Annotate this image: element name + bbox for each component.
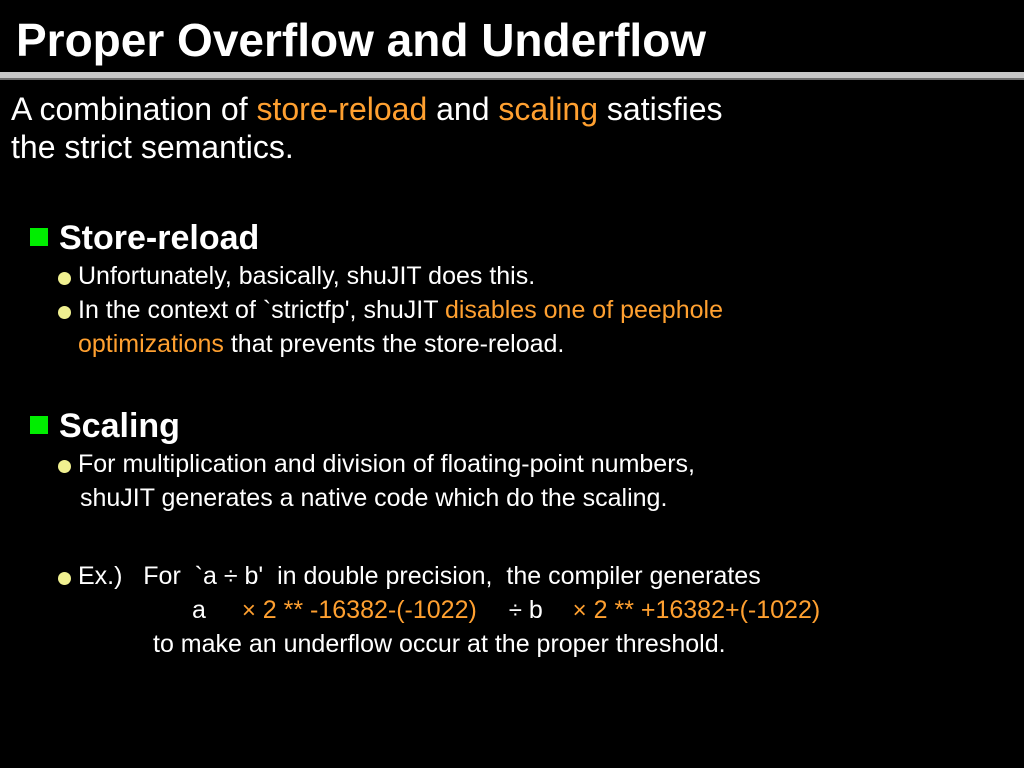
intro-line-1 <box>11 90 723 128</box>
intro-line-2: the strict semantics. <box>11 129 294 165</box>
bullet-text-segment: that prevents the store-reload. <box>223 330 565 358</box>
expr-operand-a: a <box>192 596 206 624</box>
slide-title: Proper Overflow and Underflow <box>16 14 707 66</box>
expr-operand-b: b <box>528 596 543 624</box>
round-bullet-icon <box>58 306 71 319</box>
bullet-highlight: disables one of peephole <box>444 296 723 324</box>
divide-icon: ÷ <box>508 597 522 624</box>
intro-text-segment: and <box>427 91 499 127</box>
times-icon: × <box>572 597 587 624</box>
bullet-text-segment: In the context of `strictfp', shuJIT <box>78 296 445 324</box>
bullet-continuation: shuJIT generates a native code which do the scaling. <box>80 484 668 512</box>
square-bullet-icon <box>30 228 48 246</box>
section-heading: Scaling <box>59 407 180 445</box>
square-bullet-icon <box>30 416 48 434</box>
intro-highlight-store-reload: store-reload <box>256 91 428 127</box>
expr-term-1: 2 ** -16382-(-1022) <box>262 596 477 624</box>
round-bullet-icon <box>58 572 71 585</box>
example-expression <box>192 593 820 628</box>
intro-text <box>11 90 723 166</box>
times-icon: × <box>241 597 256 624</box>
section-heading: Store-reload <box>59 219 260 257</box>
example-conclusion: to make an underflow occur at the proper threshold. <box>153 630 726 658</box>
bullet-text: For multiplication and division of floating-point numbers, <box>78 450 695 478</box>
bullet-highlight: optimizations <box>78 330 224 358</box>
expr-term-2: 2 ** +16382+(-1022) <box>593 596 821 624</box>
bullet-text <box>78 293 723 327</box>
round-bullet-icon <box>58 272 71 285</box>
intro-text-segment: satisfies <box>598 91 723 127</box>
title-divider-shadow <box>0 78 1024 80</box>
round-bullet-icon <box>58 460 71 473</box>
bullet-text: Unfortunately, basically, shuJIT does this. <box>78 262 536 290</box>
intro-text-segment: A combination of <box>11 91 257 127</box>
example-text: Ex.) For `a ÷ b' in double precision, the compiler generates <box>78 562 761 590</box>
intro-highlight-scaling: scaling <box>498 91 599 127</box>
bullet-continuation <box>78 327 564 361</box>
